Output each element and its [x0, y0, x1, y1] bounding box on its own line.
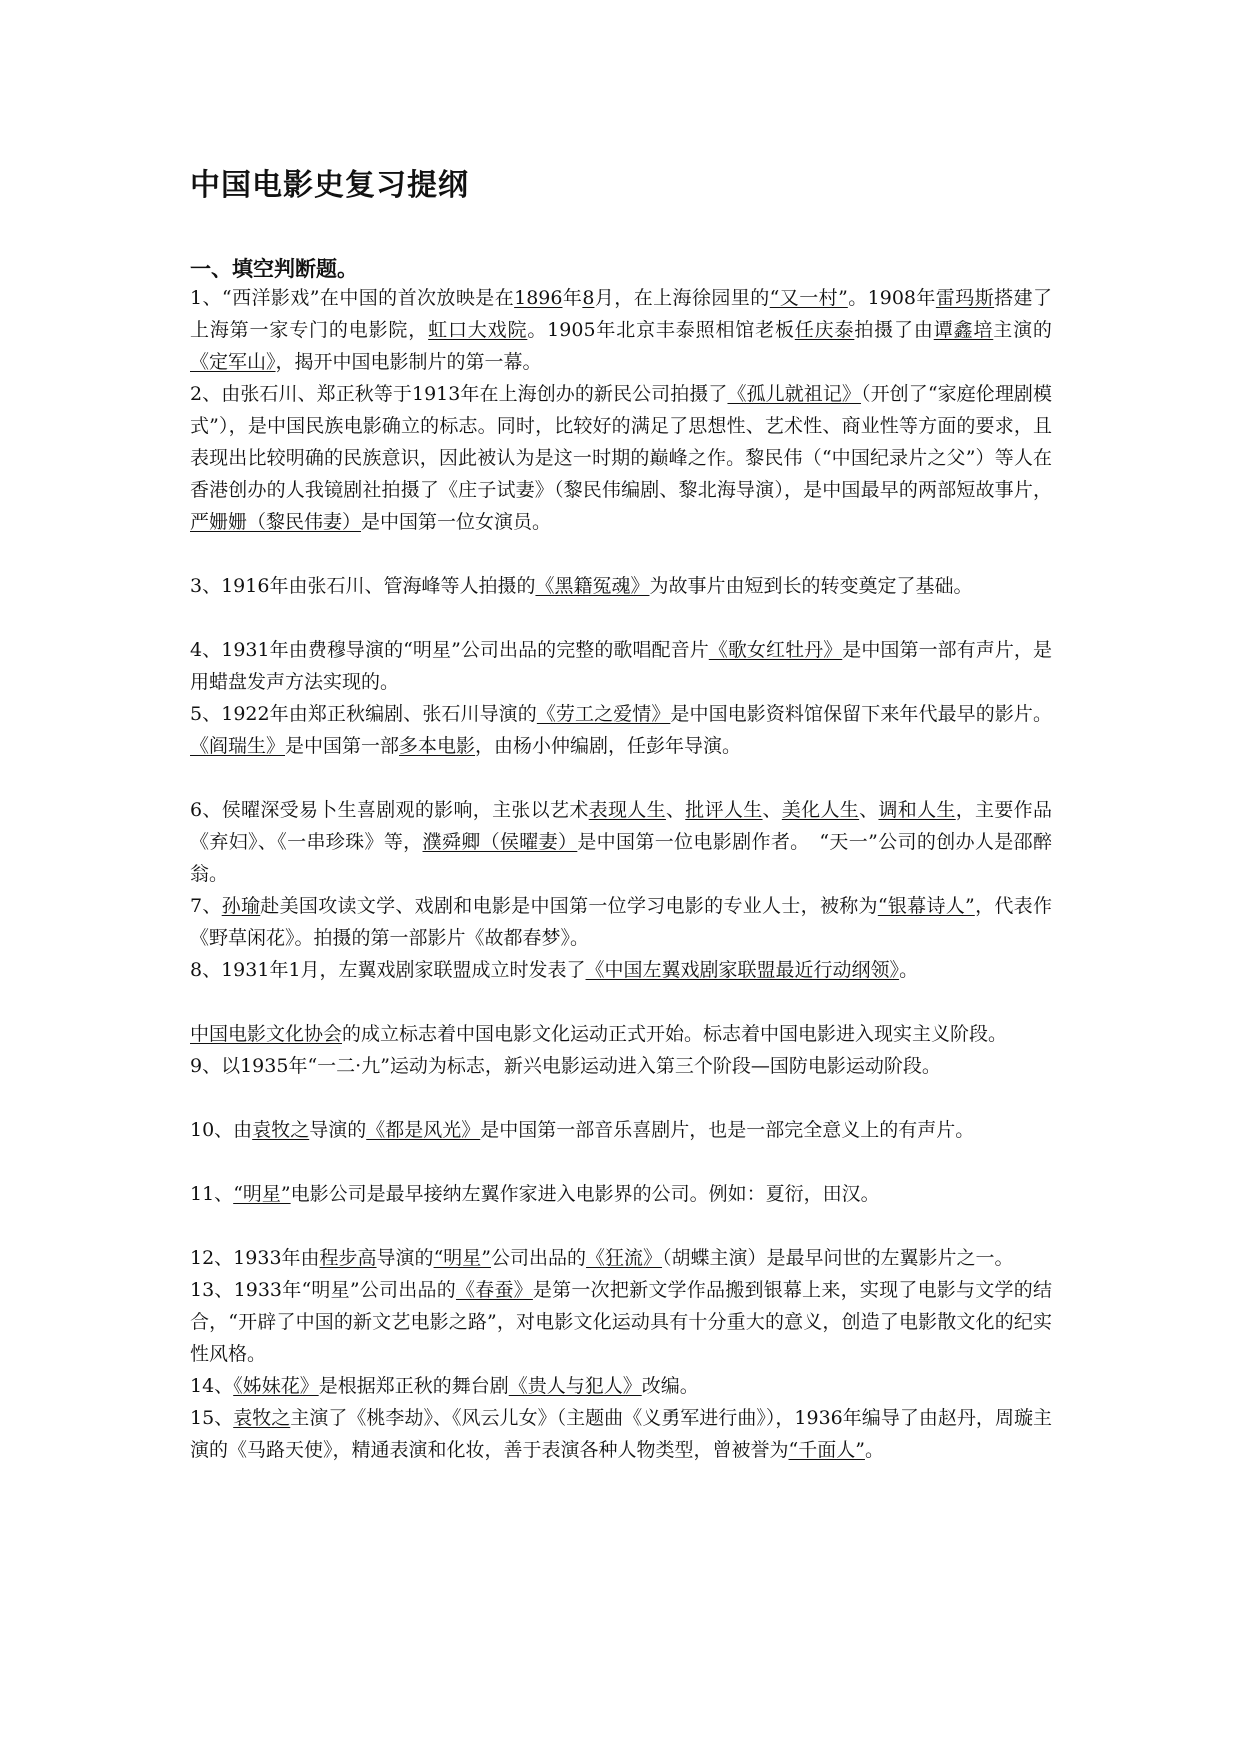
- underlined-answer: 1896: [514, 287, 563, 309]
- underlined-answer: 《狂流》: [586, 1247, 663, 1269]
- text-segment: 、: [762, 799, 782, 821]
- paragraph-p13: [190, 1274, 1052, 1370]
- text-segment: 年: [562, 287, 583, 309]
- text-segment: 5、1922年由郑正秋编剧、张石川导演的: [190, 703, 537, 725]
- text-segment: ，由杨小仲编剧，任彭年导演。: [475, 735, 742, 757]
- paragraph-p12: [190, 1242, 1052, 1274]
- underlined-answer: “银幕诗人”: [877, 895, 975, 917]
- text-segment: 是根据郑正秋的舞台剧: [318, 1375, 509, 1397]
- text-segment: 13、1933年“明星”公司出品的: [190, 1279, 456, 1301]
- underlined-answer: 孙瑜: [221, 895, 261, 917]
- paragraph-p8: [190, 954, 1052, 986]
- underlined-answer: 任庆泰: [794, 319, 855, 341]
- text-segment: 导演的: [376, 1247, 434, 1269]
- underlined-answer: “又一村”: [769, 287, 848, 309]
- underlined-answer: 《都是风光》: [366, 1119, 481, 1141]
- text-segment: 是第一次把新文学作品搬到银幕上来，实现了电影与文学的结合，“开辟了中国的新文艺电影之路”，对电影文化运动具有十分重大的意义，创造了电影散文化的纪实性风格。: [190, 1279, 1052, 1365]
- underlined-answer: “千面人”: [788, 1439, 865, 1461]
- text-segment: 导演的: [309, 1119, 367, 1141]
- underlined-answer: 《孤儿就祖记》: [727, 383, 862, 405]
- underlined-answer: 调和人生: [878, 799, 956, 821]
- text-segment: 是中国第一位电影剧作者。 “天一”公司的创办人是邵醉翁。: [190, 831, 1052, 885]
- paragraph-p1: [190, 282, 1052, 378]
- text-segment: 公司出品的: [491, 1247, 587, 1269]
- text-segment: 是中国第一部: [285, 735, 400, 757]
- underlined-answer: 虹口大戏院: [428, 319, 528, 341]
- underlined-answer: 《姊妹花》: [233, 1375, 319, 1397]
- underlined-answer: 《定军山》: [190, 351, 276, 373]
- text-segment: 14、: [190, 1375, 234, 1397]
- underlined-answer: 《歌女红牡丹》: [708, 639, 843, 661]
- underlined-answer: 美化人生: [781, 799, 860, 821]
- underlined-answer: “明星”: [433, 1247, 491, 1269]
- underlined-answer: 《春蚕》: [455, 1279, 533, 1301]
- text-segment: 7、: [190, 895, 222, 917]
- underlined-answer: 濮舜卿（侯曜妻）: [422, 831, 578, 853]
- underlined-answer: 袁牧之: [252, 1119, 310, 1141]
- paragraph-gap: [190, 762, 1052, 794]
- text-segment: 。: [899, 959, 919, 981]
- text-segment: 的成立标志着中国电影文化运动正式开始。标志着中国电影进入现实主义阶段。: [342, 1023, 1008, 1045]
- text-segment: 拍摄了由: [854, 319, 934, 341]
- underlined-answer: 严姗姗（黎民伟妻）: [190, 511, 362, 533]
- paragraph-gap: [190, 1082, 1052, 1114]
- document-body: [190, 282, 1052, 1466]
- underlined-answer: 表现人生: [588, 799, 666, 821]
- text-segment: 2、由张石川、郑正秋等于1913年在上海创办的新民公司拍摄了: [190, 383, 728, 405]
- paragraph-gap: [190, 1146, 1052, 1178]
- text-segment: 。1908年: [847, 287, 936, 309]
- text-segment: 主演了《桃李劫》、《风云儿女》（主题曲《义勇军进行曲》），1936年编导了由赵丹，周璇主演的《马路天使》，精通表演和化妆，善于表演各种人物类型，曾被誉为: [190, 1407, 1052, 1461]
- section-heading: 一、填空判断题。: [190, 257, 358, 281]
- underlined-answer: “明星”: [233, 1183, 291, 1205]
- text-segment: 赴美国攻读文学、戏剧和电影是中国第一位学习电影的专业人士，被称为: [260, 895, 878, 917]
- paragraph-p4: [190, 634, 1052, 698]
- text-segment: 是中国电影资料馆保留下来年代最早的影片。: [670, 703, 1052, 725]
- paragraph-p10: [190, 1114, 1052, 1146]
- paragraph-p5: [190, 698, 1052, 762]
- text-segment: 1、“西洋影戏”在中国的首次放映是在: [190, 287, 515, 309]
- paragraph-gap: [190, 986, 1052, 1018]
- underlined-answer: 谭鑫培: [933, 319, 994, 341]
- text-segment: 12、1933年由: [190, 1247, 320, 1269]
- text-segment: （开创了“家庭伦理剧模式”），是中国民族电影确立的标志。同时，比较好的满足了思想性、艺术性、商业性等方面的要求，且表现出比较明确的民族意识，因此被认为是这一时期的巅峰之作。黎民伟（“中国纪录片之父”）等人在香港创办的人我镜剧社拍摄了《庄子试妻》（黎民伟编剧、黎北海导演），是中国最早的两部短故事片，: [190, 383, 1052, 501]
- text-segment: 是中国第一部有声片，是用蜡盘发声方法实现的。: [190, 639, 1052, 693]
- underlined-answer: 8: [582, 287, 595, 309]
- paragraph-p11: [190, 1178, 1052, 1210]
- underlined-answer: 程步高: [319, 1247, 377, 1269]
- underlined-answer: 《贵人与犯人》: [508, 1375, 642, 1397]
- text-segment: 6、侯曜深受易卜生喜剧观的影响，主张以艺术: [190, 799, 589, 821]
- text-segment: 改编。: [641, 1375, 699, 1397]
- paragraph-p8b: [190, 1018, 1052, 1050]
- text-segment: 电影公司是最早接纳左翼作家进入电影界的公司。例如：夏衍，田汉。: [290, 1183, 880, 1205]
- text-segment: 搭建了上海第一家专门的电影院，: [190, 287, 1052, 341]
- text-segment: 是中国第一位女演员。: [361, 511, 552, 533]
- text-segment: ，代表作《野草闲花》。拍摄的第一部影片《故都春梦》。: [190, 895, 1052, 949]
- underlined-answer: 《阎瑞生》: [190, 735, 286, 757]
- underlined-answer: 多本电影: [399, 735, 476, 757]
- text-segment: （胡蝶主演）是最早问世的左翼影片之一。: [662, 1247, 1014, 1269]
- paragraph-p9: [190, 1050, 1052, 1082]
- paragraph-p2: [190, 378, 1052, 538]
- text-segment: ，主要作品《弃妇》、《一串珍珠》等，: [190, 799, 1052, 853]
- text-segment: ，揭开中国电影制片的第一幕。: [275, 351, 542, 373]
- paragraph-p7: [190, 890, 1052, 954]
- text-segment: 9、以1935年“一二·九”运动为标志，新兴电影运动进入第三个阶段—国防电影运动阶段。: [190, 1055, 941, 1077]
- text-segment: 、: [665, 799, 686, 821]
- paragraph-p6: [190, 794, 1052, 890]
- text-segment: 。1905年北京丰泰照相馆老板: [527, 319, 795, 341]
- document-title: 中国电影史复习提纲: [190, 168, 469, 203]
- text-segment: 10、由: [190, 1119, 253, 1141]
- paragraph-gap: [190, 602, 1052, 634]
- text-segment: 15、: [190, 1407, 234, 1429]
- paragraph-gap: [190, 1210, 1052, 1242]
- text-segment: 是中国第一部音乐喜剧片，也是一部完全意义上的有声片。: [480, 1119, 975, 1141]
- paragraph-p3: [190, 570, 1052, 602]
- underlined-answer: 袁牧之: [233, 1407, 291, 1429]
- underlined-answer: 批评人生: [685, 799, 763, 821]
- underlined-answer: 《劳工之爱情》: [536, 703, 671, 725]
- underlined-answer: 雷玛斯: [935, 287, 995, 309]
- text-segment: 月，在上海徐园里的: [594, 287, 770, 309]
- text-segment: 11、: [190, 1183, 234, 1205]
- paragraph-gap: [190, 538, 1052, 570]
- text-segment: 4、1931年由费穆导演的“明星”公司出品的完整的歌唱配音片: [190, 639, 709, 661]
- text-segment: 主演的: [993, 319, 1052, 341]
- text-segment: 。: [864, 1439, 884, 1461]
- text-segment: 、: [859, 799, 879, 821]
- paragraph-p15: [190, 1402, 1052, 1466]
- underlined-answer: 中国电影文化协会: [190, 1023, 343, 1045]
- underlined-answer: 《中国左翼戏剧家联盟最近行动纲领》: [585, 959, 900, 981]
- text-segment: 3、1916年由张石川、管海峰等人拍摄的: [190, 575, 536, 597]
- text-segment: 8、1931年1月，左翼戏剧家联盟成立时发表了: [190, 959, 586, 981]
- underlined-answer: 《黑籍冤魂》: [535, 575, 650, 597]
- paragraph-p14: [190, 1370, 1052, 1402]
- text-segment: 为故事片由短到长的转变奠定了基础。: [649, 575, 973, 597]
